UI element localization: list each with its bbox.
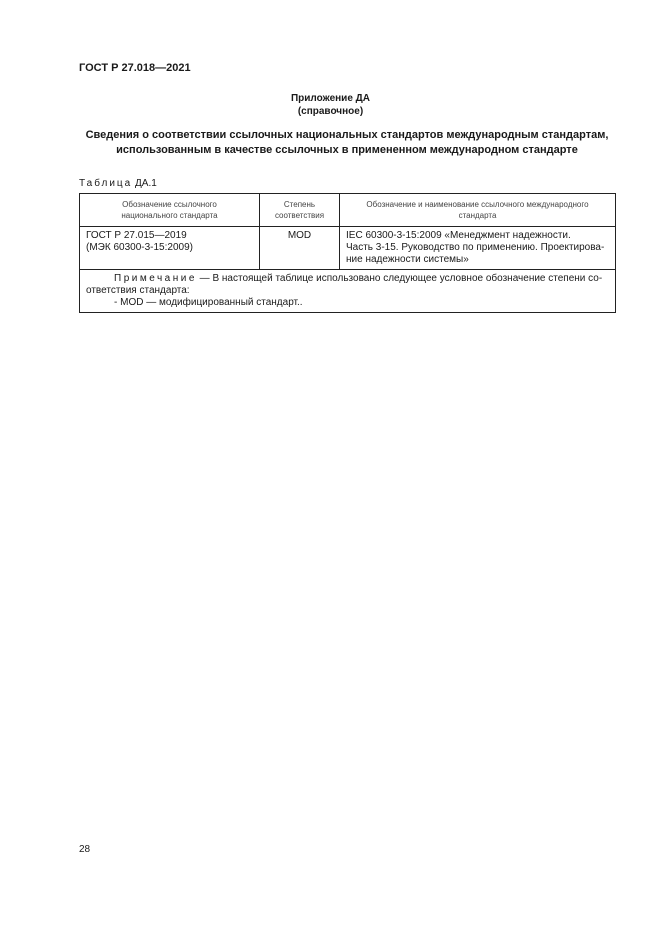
cell-national-standard: [80, 227, 260, 270]
section-title: [79, 128, 615, 158]
annex-kind: (справочное): [297, 106, 364, 117]
table-row: [80, 227, 616, 270]
table-caption-word: Таблица: [79, 178, 133, 189]
cell-text: Часть 3-15. Руководство по применению. Проектирова-: [346, 242, 605, 253]
annex-heading: [0, 92, 661, 118]
page-number: 28: [79, 844, 91, 855]
header-text: Обозначение и наименование ссылочного международного: [366, 200, 589, 209]
annex-title: Приложение ДА: [290, 93, 371, 104]
table-header-row: [80, 194, 616, 227]
section-title-line: использованным в качестве ссылочных в примененном международном стандарте: [116, 144, 578, 156]
header-text: стандарта: [458, 211, 497, 220]
cell-text: ние надежности системы»: [346, 254, 469, 265]
cell-text: IEC 60300-3-15:2009 «Менеджмент надежности.: [346, 230, 571, 241]
table-note: [80, 270, 616, 313]
note-text: — В настоящей таблице использовано следующее условное обозначение степени со-: [196, 273, 603, 284]
cell-degree: MOD: [260, 227, 340, 270]
note-line: ответствия стандарта:: [86, 285, 190, 296]
document-code: ГОСТ Р 27.018—2021: [79, 62, 191, 74]
note-line: [86, 273, 609, 285]
header-text: Степень: [283, 200, 316, 209]
header-national-standard: [80, 194, 260, 227]
correspondence-table: [79, 193, 616, 313]
header-international-standard: [340, 194, 616, 227]
table-caption-number: ДА.1: [135, 178, 157, 189]
cell-text: ГОСТ Р 27.015—2019: [86, 230, 187, 241]
cell-international-standard: [340, 227, 616, 270]
header-degree: [260, 194, 340, 227]
section-title-line: Сведения о соответствии ссылочных национальных стандартов международным стандартам,: [85, 129, 609, 141]
table-caption: [79, 178, 157, 189]
cell-text: (МЭК 60300-3-15:2009): [86, 242, 193, 253]
table-note-row: [80, 270, 616, 313]
header-text: Обозначение ссылочного: [122, 200, 217, 209]
header-text: национального стандарта: [121, 211, 218, 220]
note-label: Примечание: [114, 273, 197, 284]
note-line: - MOD — модифицированный стандарт..: [114, 297, 303, 308]
header-text: соответствия: [274, 211, 325, 220]
